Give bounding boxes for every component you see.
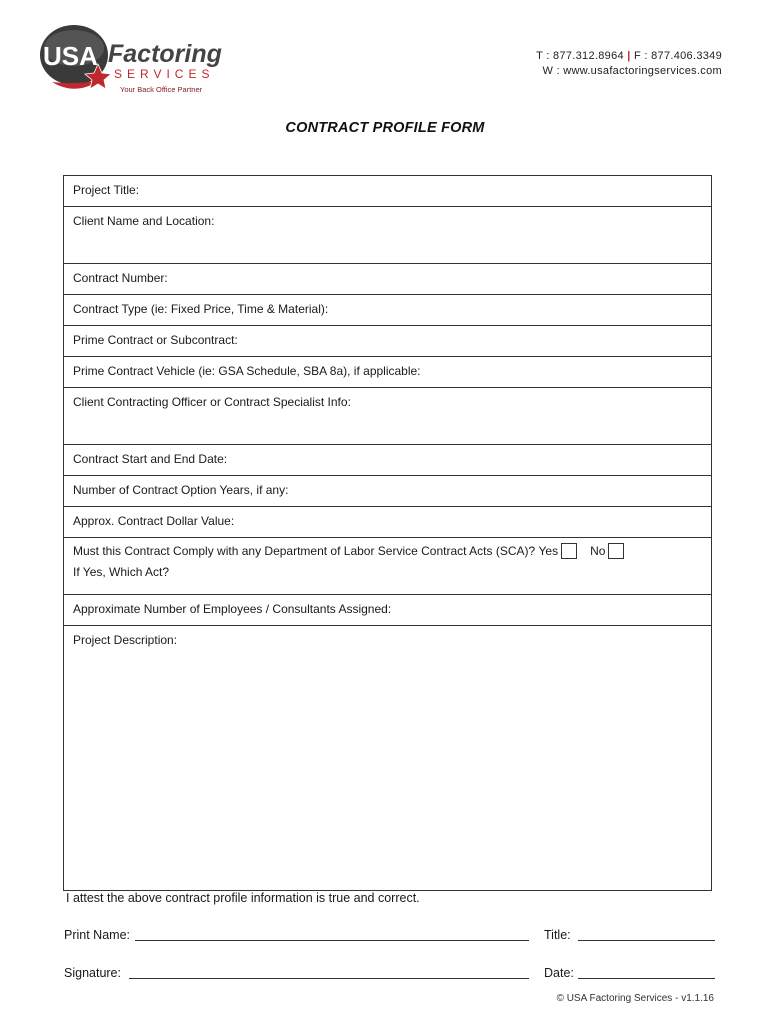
option-years-field[interactable]	[64, 476, 711, 507]
date-label: Date:	[544, 966, 574, 980]
contact-separator: |	[627, 50, 631, 62]
start-end-date-field[interactable]	[64, 445, 711, 476]
contract-number-label: Contract Number:	[73, 271, 168, 285]
sca-yes-checkbox[interactable]	[561, 543, 577, 559]
sca-yes-label: Yes	[538, 544, 559, 558]
contact-fax: F : 877.406.3349	[634, 50, 722, 62]
prime-vehicle-field[interactable]	[64, 357, 711, 388]
sca-field	[64, 538, 711, 595]
dollar-value-field[interactable]	[64, 507, 711, 538]
sca-no-label: No	[590, 544, 606, 558]
sca-no-checkbox[interactable]	[608, 543, 624, 559]
contract-type-label: Contract Type (ie: Fixed Price, Time & Material):	[73, 302, 329, 316]
contract-profile-form	[63, 175, 712, 891]
project-title-field[interactable]	[64, 176, 711, 207]
sca-question-line	[73, 543, 702, 559]
print-name-label: Print Name:	[64, 928, 130, 942]
company-logo	[38, 24, 238, 98]
logo-tagline: Your Back Office Partner	[120, 85, 203, 94]
contact-phone: T : 877.312.8964	[536, 50, 624, 62]
contract-type-field[interactable]	[64, 295, 711, 326]
client-name-label: Client Name and Location:	[73, 214, 215, 228]
date-line[interactable]	[578, 978, 715, 979]
sca-which-act-label: If Yes, Which Act?	[73, 565, 170, 579]
option-years-label: Number of Contract Option Years, if any:	[73, 483, 289, 497]
dollar-value-label: Approx. Contract Dollar Value:	[73, 514, 235, 528]
logo-services: SERVICES	[114, 67, 215, 81]
project-description-label: Project Description:	[73, 633, 178, 647]
logo-factoring: Factoring	[108, 40, 222, 68]
attestation-statement: I attest the above contract profile information is true and correct.	[66, 891, 420, 905]
print-name-line[interactable]	[135, 940, 529, 941]
prime-vehicle-label: Prime Contract Vehicle (ie: GSA Schedule, SBA 8a), if applicable:	[73, 364, 421, 378]
signature-line[interactable]	[129, 978, 529, 979]
start-end-date-label: Contract Start and End Date:	[73, 452, 228, 466]
contact-info	[536, 49, 722, 79]
contract-number-field[interactable]	[64, 264, 711, 295]
contracting-officer-field[interactable]	[64, 388, 711, 445]
title-line[interactable]	[578, 940, 715, 941]
project-description-field[interactable]	[64, 626, 711, 890]
logo-graphic	[38, 24, 238, 98]
contact-web: W : www.usafactoringservices.com	[542, 65, 722, 77]
form-title: CONTRACT PROFILE FORM	[285, 120, 485, 136]
prime-or-sub-label: Prime Contract or Subcontract:	[73, 333, 238, 347]
contracting-officer-label: Client Contracting Officer or Contract Specialist Info:	[73, 395, 351, 409]
title-label: Title:	[544, 928, 571, 942]
employees-field[interactable]	[64, 595, 711, 626]
employees-label: Approximate Number of Employees / Consultants Assigned:	[73, 602, 392, 616]
client-name-field[interactable]	[64, 207, 711, 264]
copyright-footer: © USA Factoring Services - v1.1.16	[556, 993, 714, 1004]
logo-usa: USA	[43, 41, 98, 71]
signature-label: Signature:	[64, 966, 121, 980]
project-title-label: Project Title:	[73, 183, 140, 197]
prime-or-sub-field[interactable]	[64, 326, 711, 357]
contact-phone-fax	[536, 49, 722, 64]
sca-which-act-field[interactable]	[73, 565, 702, 579]
sca-question-label: Must this Contract Comply with any Department of Labor Service Contract Acts (SCA)?	[73, 544, 536, 558]
